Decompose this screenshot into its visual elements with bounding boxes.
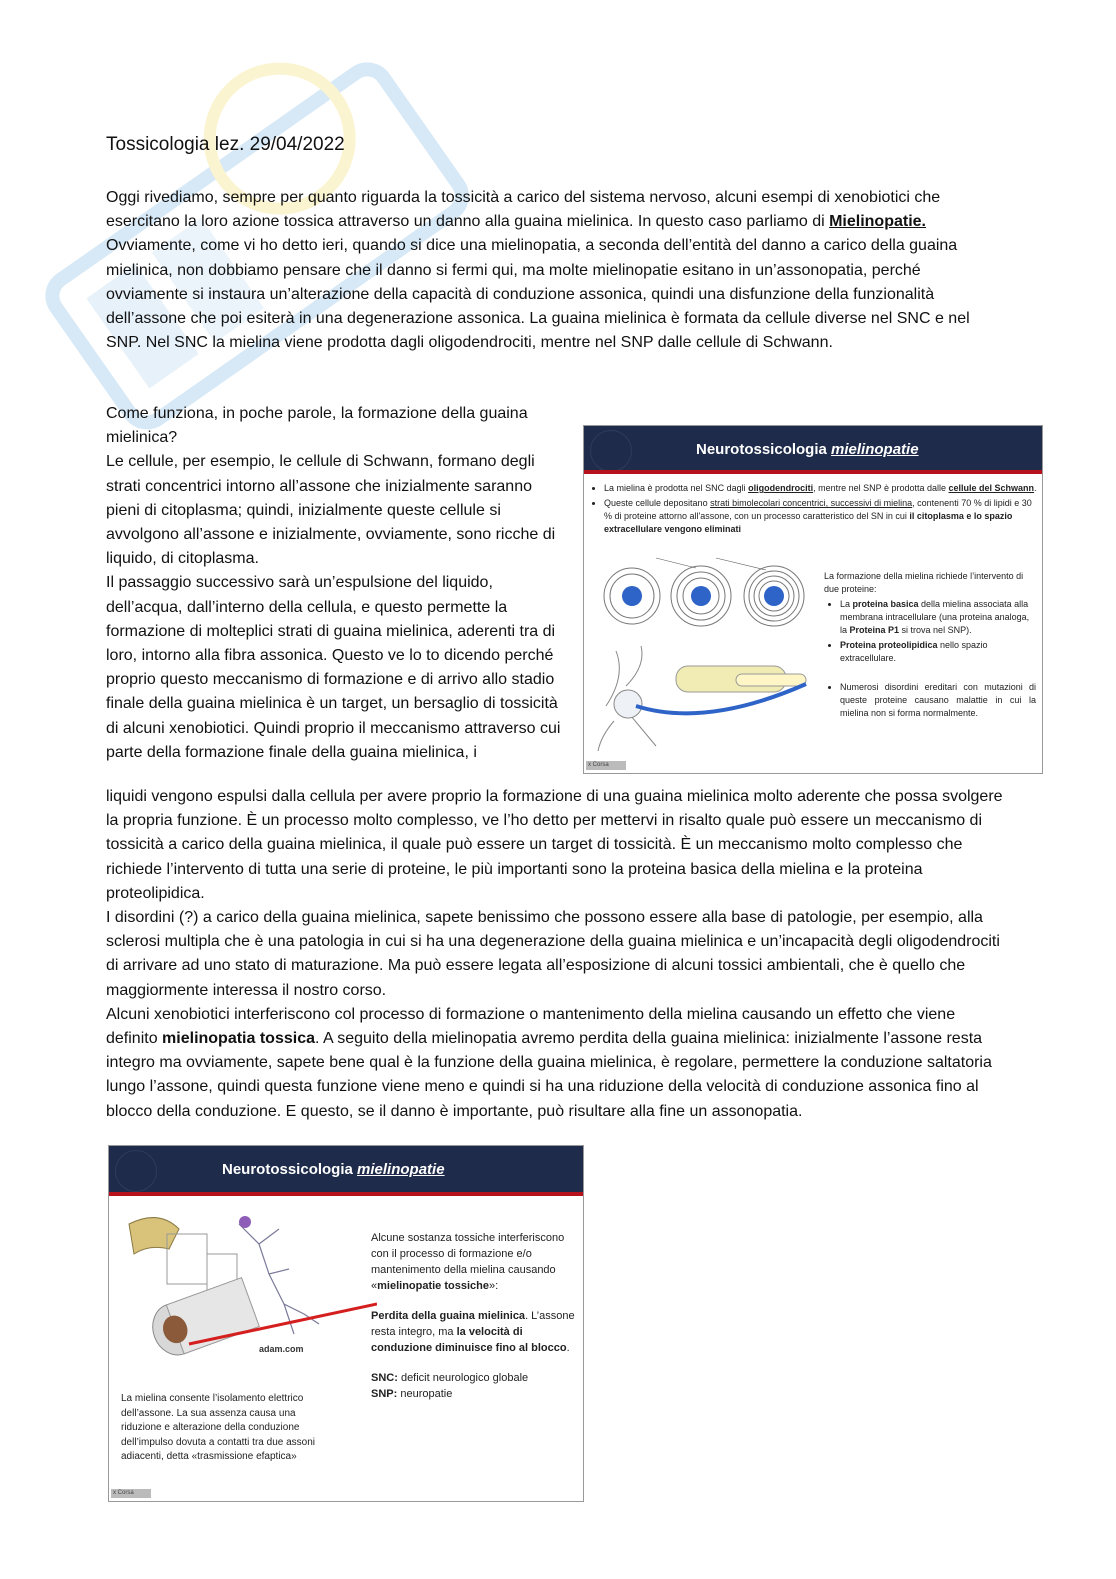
slide-footer-tag: x Corsa [586,761,626,770]
slide-paragraph: Perdita della guaina mielinica. L’assone resta integro, ma la velocità di conduzione diminuisce fino al blocco. [371,1310,575,1354]
slide-right-text [371,1230,576,1402]
image-credit: adam.com [259,1344,304,1354]
bullet-item: • La mielina è prodotta nel SNC dagli oligodendrociti, mentre nel SNP è prodotta dalle cellule del Schwann. [604,482,1037,495]
slide-header: Neurotossicologia mielinopatie [109,1146,583,1196]
protein-item: • La proteina basica della mielina associata alla membrana intracellulare (una proteina analoga, la Proteina P1 si trova nel SNP). [840,598,1036,637]
paragraph-4: I disordini (?) a carico della guaina mielinica, sapete benissimo che possono essere alla base di patologie, per esempio, alla sclerosi multipla che è una patologia in cui si ha una degenerazione della guaina mielinica e un’incapacità degli oligodendrociti di arrivare ad uno stato di maturazione. Ma può essere legata all’esposizione di alcuni tossici ambientali, che è quello che maggiormente interessa il nostro corso. [106,909,1000,999]
paragraph-1: Oggi rivediamo, sempre per quanto riguarda la tossicità a carico del sistema nervoso, alcuni esempi di xenobiotici che esercitano la loro azione tossica attraverso un danno alla guaina mielinica. In questo caso parliamo di Mielinopatie. [106,189,941,231]
term-mielinopatie: Mielinopatie. [829,213,926,231]
university-seal-icon [590,430,632,472]
slide-paragraph: Alcune sostanza tossiche interferiscono con il processo di formazione e/o mantenimento della mielina causando «mielinopatie tossiche»: [371,1232,565,1292]
slide-mielinopatie-2 [108,1145,584,1502]
paragraph-col-1: Come funziona, in poche parole, la formazione della guaina mielinica? [106,405,528,447]
slide-header: Neurotossicologia mielinopatie [584,426,1042,474]
university-seal-icon [115,1150,157,1192]
paragraph-5: Alcuni xenobiotici interferiscono col processo di formazione o mantenimento della mielina causando un effetto che viene definito mielinopatia tossica. A seguito della mielinopatia avremo perdita della guaina mielinica: inizialmente l’assone resta integro ma ovviamente, sapete bene qual è la funzione della guaina mielinica, è regolare, permettere la conduzione saltatoria lungo l’assone, quindi questa funzione viene meno e quindi si ha una riduzione della velocità di conduzione assonica fino al blocco della conduzione. E questo, se il danno è importante, può risultare alla fine un assonopatia. [106,1005,992,1120]
slide-right-text: La formazione della mielina richiede l’intervento di due proteine: • La proteina basica della mielina associata alla membrana intracellulare (una proteina analoga, la Proteina P1 si trova nel SNP). • Proteina proteolipidica nello spazio extracellulare. • Numerosi disordini ereditari con mutazioni di queste proteine causano malattie in cui la mielina non si forma normalmente. [824,570,1036,722]
slide-left-note: La mielina consente l’isolamento elettrico dell’assone. La sua assenza causa una riduzione e alterazione della conduzione dell’impulso dovuta a contatti tra due assoni adiacenti, detta «trasmissione efaptica» [121,1393,316,1462]
body-text [106,785,1006,1124]
page-title: Tossicologia lez. 29/04/2022 [106,134,345,155]
left-column-text [106,402,568,765]
protein-item: • Proteina proteolipidica nello spazio extracellulare. [840,639,1036,665]
slide-footer-tag: x Corsa [111,1489,151,1498]
slide-paragraph: SNC: deficit neurologico globale SNP: neuropatie [371,1372,529,1400]
intro-text [106,186,1006,355]
slide-mielinopatie-1 [583,425,1043,774]
myelin-sheath-illustration [119,1204,377,1384]
paragraph-col-3: Il passaggio successivo sarà un’espulsione del liquido, dell’acqua, dall’interno della cellula, e questo permette la formazione di molteplici strati di guaina mielinica, aderenti tra di loro, intorno alla fibra assonica. Questo ve lo to dicendo perché proprio questo meccanismo di formazione e di arrivo allo stadio finale della guaina mielinica è un target, un bersaglio di tossicità di alcuni xenobiotici. Quindi proprio il meccanismo attraverso cui parte della formazione finale della guaina mielinica, i [106,574,561,761]
paragraph-2: Ovviamente, come vi ho detto ieri, quando si dice una mielinopatia, a seconda dell’entità del danno a carico della guaina mielinica, non dobbiamo pensare che il danno si fermi qui, ma molte mielinopatie esitano in un’assonopatia, perché ovviamente si instaura un’alterazione della capacità di conduzione assonica, quindi una disfunzione della funzionalità dell’assone che poi esiterà in una degenerazione assonica. La guaina mielinica è formata da cellule diverse nel SNC e nel SNP. Nel SNC la mielina viene prodotta dagli oligodendrociti, mentre nel SNP dalle cellule di Schwann. [106,237,970,352]
myelination-diagram [596,556,818,756]
disorders-note: • Numerosi disordini ereditari con mutazioni di queste proteine causano malattie in cui la mielina non si forma normalmente. [840,681,1036,720]
slide-bullets [592,482,1037,538]
bullet-item: • Queste cellule depositano strati bimolecolari concentrici, successivi di mielina, contenenti 70 % di lipidi e 30 % di proteine attorno all'assone, con un processo caratteristico del SN in cui il citoplasma e lo spazio extracellulare vengono eliminati [604,497,1037,536]
paragraph-col-2: Le cellule, per esempio, le cellule di Schwann, formano degli strati concentrici intorno all’assone che inizialmente saranno pieni di citoplasma; quindi, inizialmente queste cellule si avvolgono all’assone e inizialmente, ovviamente, sono ricche di liquido, di citoplasma. [106,453,556,568]
paragraph-3: liquidi vengono espulsi dalla cellula per avere proprio la formazione di una guaina mielinica molto aderente che possa svolgere la propria funzione. È un processo molto complesso, ve l’ho detto per mettervi in risalto quale può essere un meccanismo di tossicità a carico della guaina mielinica, il quale può essere un target di tossicità. È un meccanismo molto complesso che richiede l’intervento di tutta una serie di proteine, le più importanti sono la proteina basica della mielina e la proteina proteolipidica. [106,788,1003,902]
